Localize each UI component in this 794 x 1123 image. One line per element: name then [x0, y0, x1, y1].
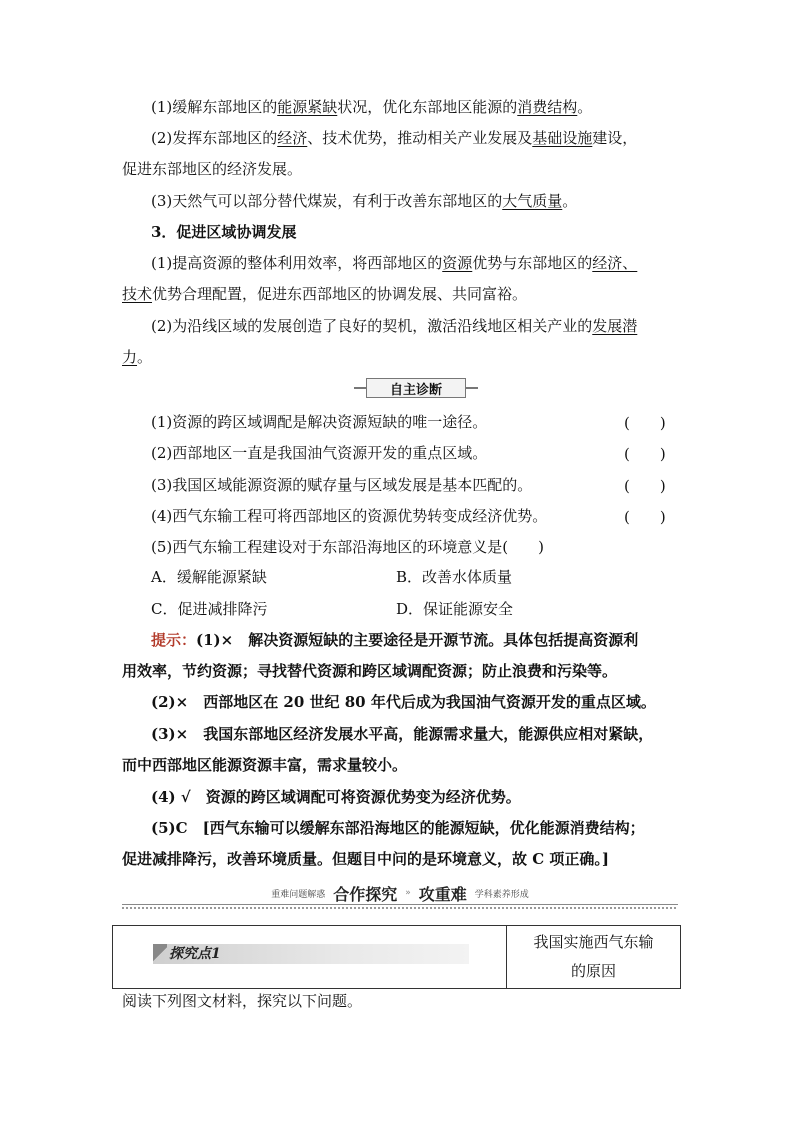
- divider: [122, 907, 678, 909]
- answer-blank: ( ): [624, 477, 666, 495]
- banner-title-2: 攻重难: [418, 884, 467, 904]
- hint-5-cont: 促进减排降污，改善环境质量。但题目中问的是环境意义，故 C 项正确。]: [122, 850, 609, 868]
- banner-title-1: 合作探究: [333, 884, 398, 904]
- option-b: B．改善水体质量: [396, 568, 513, 586]
- hint-1: 提示：(1)× 解决资源短缺的主要途径是开源节流。具体包括提高资源利: [151, 631, 639, 649]
- answer-blank: ( ): [624, 414, 666, 432]
- question-5: (5)西气东输工程建设对于东部沿海地区的环境意义是( ): [151, 538, 544, 556]
- text-line: (1)缓解东部地区的能源紧缺状况，优化东部地区能源的消费结构。: [151, 98, 593, 116]
- text-line: (1)提高资源的整体利用效率，将西部地区的资源优势与东部地区的经济、: [151, 254, 638, 272]
- hint-3: (3)× 我国东部地区经济发展水平高，能源需求量大，能源供应相对紧缺，: [151, 725, 654, 743]
- hint-2: (2)× 西部地区在 20 世纪 80 年代后成为我国油气资源开发的重点区域。: [151, 693, 656, 711]
- text-line: (3)天然气可以部分替代煤炭，有利于改善东部地区的大气质量。: [151, 192, 578, 210]
- section-heading: 3．促进区域协调发展: [151, 223, 297, 241]
- explore-point-title: 我国实施西气东输 的原因: [533, 933, 654, 980]
- self-diagnosis-badge: 自主诊断: [366, 378, 466, 398]
- banner-right-text: 学科素养形成: [474, 889, 529, 900]
- text-line: (2)为沿线区域的发展创造了良好的契机，激活沿线地区相关产业的发展潜: [151, 317, 638, 335]
- option-d: D．保证能源安全: [396, 600, 514, 618]
- section-banner: [122, 882, 678, 904]
- hint-1-cont: 用效率，节约资源；寻找替代资源和跨区域调配资源；防止浪费和污染等。: [122, 662, 618, 680]
- hint-4: (4) √ 资源的跨区域调配可将资源优势变为经济优势。: [151, 788, 521, 806]
- text-line: (2)发挥东部地区的经济、技术优势，推动相关产业发展及基础设施建设，: [151, 129, 638, 147]
- double-chevron-icon: »: [405, 888, 411, 898]
- answer-blank: ( ): [624, 508, 666, 526]
- explore-point-box: [112, 925, 681, 989]
- question-1: (1)资源的跨区域调配是解决资源短缺的唯一途径。: [151, 413, 488, 431]
- explore-point-label: 探究点1: [169, 946, 221, 962]
- answer-blank: ( ): [624, 445, 666, 463]
- hint-5: (5)C [西气东输可以缓解东部沿海地区的能源短缺，优化能源消费结构；: [151, 819, 645, 837]
- option-c: C．促进减排降污: [151, 600, 268, 618]
- divider: [122, 904, 678, 905]
- explore-point-tag: [153, 944, 469, 964]
- option-a: A．缓解能源紧缺: [151, 568, 267, 586]
- hint-3-cont: 而中西部地区能源资源丰富，需求量较小。: [122, 756, 408, 774]
- question-4: (4)西气东输工程可将西部地区的资源优势转变成经济优势。: [151, 507, 548, 525]
- banner-left-text: 重难问题解惑: [271, 889, 326, 900]
- text-line: 促进东部地区的经济发展。: [122, 160, 303, 178]
- question-3: (3)我国区域能源资源的赋存量与区域发展是基本匹配的。: [151, 476, 533, 494]
- text-line: 力。: [122, 348, 153, 366]
- question-2: (2)西部地区一直是我国油气资源开发的重点区域。: [151, 444, 488, 462]
- slash-icon: [153, 944, 167, 964]
- text-line: 技术优势合理配置，促进东西部地区的协调发展、共同富裕。: [122, 285, 528, 303]
- hint-label: 提示：: [151, 631, 197, 649]
- instruction-text: 阅读下列图文材料，探究以下问题。: [122, 992, 363, 1010]
